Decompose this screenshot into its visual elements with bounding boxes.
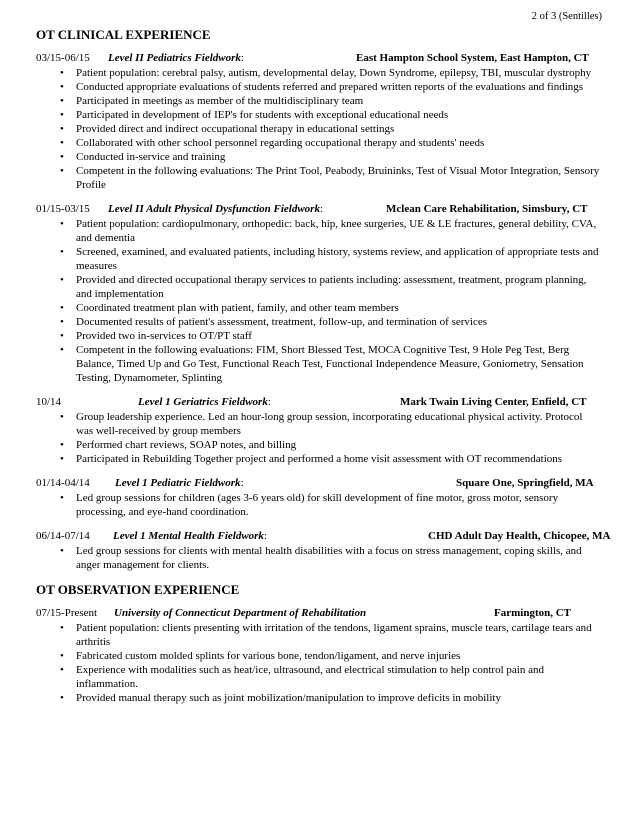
entry-role: Level 1 Mental Health Fieldwork: [113,530,267,542]
entry-header [36,606,602,620]
entry-role-text: University of Connecticut Department of Rehabilitation [114,607,367,619]
bullet-list [36,621,602,705]
bullet-item: • Collaborated with other school personnel regarding occupational therapy and students' needs [36,136,602,150]
entry-role: Level 1 Geriatrics Fieldwork: [138,396,271,408]
entry-header [36,51,602,65]
entry-date: 10/14 [36,396,62,408]
entry-header [36,529,611,543]
bullet-item: • Screened, examined, and evaluated patients, including history, systems review, and application of appropriate tests and measures [36,245,602,273]
resume-content [36,27,611,705]
bullet-item: • Coordinated treatment plan with patient, family, and other team members [36,301,602,315]
entry-date: 01/15-03/15 [36,203,90,215]
entry-date: 07/15-Present [36,607,98,619]
bullet-item: • Led group sessions for clients with mental health disabilities with a focus on stress management, coping skills, and anger management for clients. [36,544,602,572]
entry-header [36,202,602,216]
bullet-item: • Participated in development of IEP's for students with exceptional educational needs [36,108,602,122]
entry-role-text: Level II Pediatrics Fieldwork [108,52,241,64]
experience-entry [36,606,602,705]
experience-entry [36,202,602,385]
experience-entry [36,529,611,572]
entry-organization: Mark Twain Living Center, Enfield, CT [400,396,587,408]
entry-role-text: Level 1 Pediatric Fieldwork [115,477,241,489]
bullet-item: • Competent in the following evaluations: The Print Tool, Peabody, Bruininks, Test of Visual Motor Integration, Sensory Profile [36,164,602,192]
entry-organization: Mclean Care Rehabilitation, Simsbury, CT [386,203,588,215]
entry-organization: East Hampton School System, East Hampton, CT [356,52,589,64]
entry-date: 01/14-04/14 [36,477,90,489]
experience-entry [36,395,602,466]
section [36,27,611,572]
bullet-list [36,217,602,385]
page-number: 2 of 3 (Sentilles) [531,11,602,22]
section [36,582,602,705]
experience-entry [36,51,602,192]
entry-header [36,395,602,409]
bullet-list [36,491,602,519]
bullet-item: • Conducted appropriate evaluations of students referred and prepared written reports of the evaluations and findings [36,80,602,94]
bullet-item: • Competent in the following evaluations: FIM, Short Blessed Test, MOCA Cognitive Test, 9 Hole Peg Test, Berg Balance, Timed Up and Go Test, Functional Reach Test, Functional Independence Measure, Goniometry, Sensation Testing, Dynamometer, Splinting [36,343,602,385]
bullet-list [36,544,602,572]
bullet-item: • Provided manual therapy such as joint mobilization/manipulation to improve deficits in mobility [36,691,602,705]
bullet-item: • Provided two in-services to OT/PT staff [36,329,602,343]
resume-page [36,10,611,715]
entry-role-text: Level II Adult Physical Dysfunction Fieldwork [108,203,320,215]
entry-role-text: Level 1 Geriatrics Fieldwork [138,396,268,408]
bullet-item: • Patient population: clients presenting with irritation of the tendons, ligament sprains, muscle tears, cartilage tears and arthritis [36,621,602,649]
experience-entry [36,476,602,519]
entry-date: 03/15-06/15 [36,52,90,64]
bullet-item: • Group leadership experience. Led an hour-long group session, incorporating educational physical activity. Protocol was well-received by group members [36,410,602,438]
entry-role-text: Level 1 Mental Health Fieldwork [113,530,264,542]
bullet-item: • Conducted in-service and training [36,150,602,164]
entry-organization: CHD Adult Day Health, Chicopee, MA [428,530,611,542]
bullet-item: • Documented results of patient's assessment, treatment, follow-up, and termination of services [36,315,602,329]
bullet-list [36,66,602,192]
entry-role [114,606,366,620]
bullet-item: • Patient population: cerebral palsy, autism, developmental delay, Down Syndrome, epilepsy, TBI, muscular dystrophy [36,66,602,80]
bullet-item: • Experience with modalities such as heat/ice, ultrasound, and electrical stimulation to help control pain and inflammation. [36,663,602,691]
bullet-item: • Performed chart reviews, SOAP notes, and billing [36,438,602,452]
bullet-list [36,410,602,466]
bullet-item: • Provided direct and indirect occupational therapy in educational settings [36,122,602,136]
bullet-item: • Provided and directed occupational therapy services to patients including: assessment, treatment, program planning, and implementation [36,273,602,301]
section-title: OT CLINICAL EXPERIENCE [36,27,211,42]
section-title: OT OBSERVATION EXPERIENCE [36,582,240,597]
bullet-item: • Led group sessions for children (ages 3-6 years old) for skill development of fine motor, gross motor, sensory processing, and eye-hand coordination. [36,491,602,519]
bullet-item: • Participated in Rebuilding Together project and performed a home visit assessment with OT recommendations [36,452,602,466]
bullet-item: • Patient population: cardiopulmonary, orthopedic: back, hip, knee surgeries, UE & LE fractures, general debility, CVA, and dementia [36,217,602,245]
entry-role: Level 1 Pediatric Fieldwork: [115,477,244,489]
entry-organization: Square One, Springfield, MA [456,477,594,489]
bullet-item: • Fabricated custom molded splints for various bone, tendon/ligament, and nerve injuries [36,649,602,663]
entry-role: Level II Adult Physical Dysfunction Fieldwork: [108,203,324,215]
entry-organization: Farmington, CT [494,607,571,619]
entry-role: Level II Pediatrics Fieldwork: [108,52,244,64]
entry-date: 06/14-07/14 [36,530,90,542]
entry-header [36,476,602,490]
bullet-item: • Participated in meetings as member of the multidisciplinary team [36,94,602,108]
